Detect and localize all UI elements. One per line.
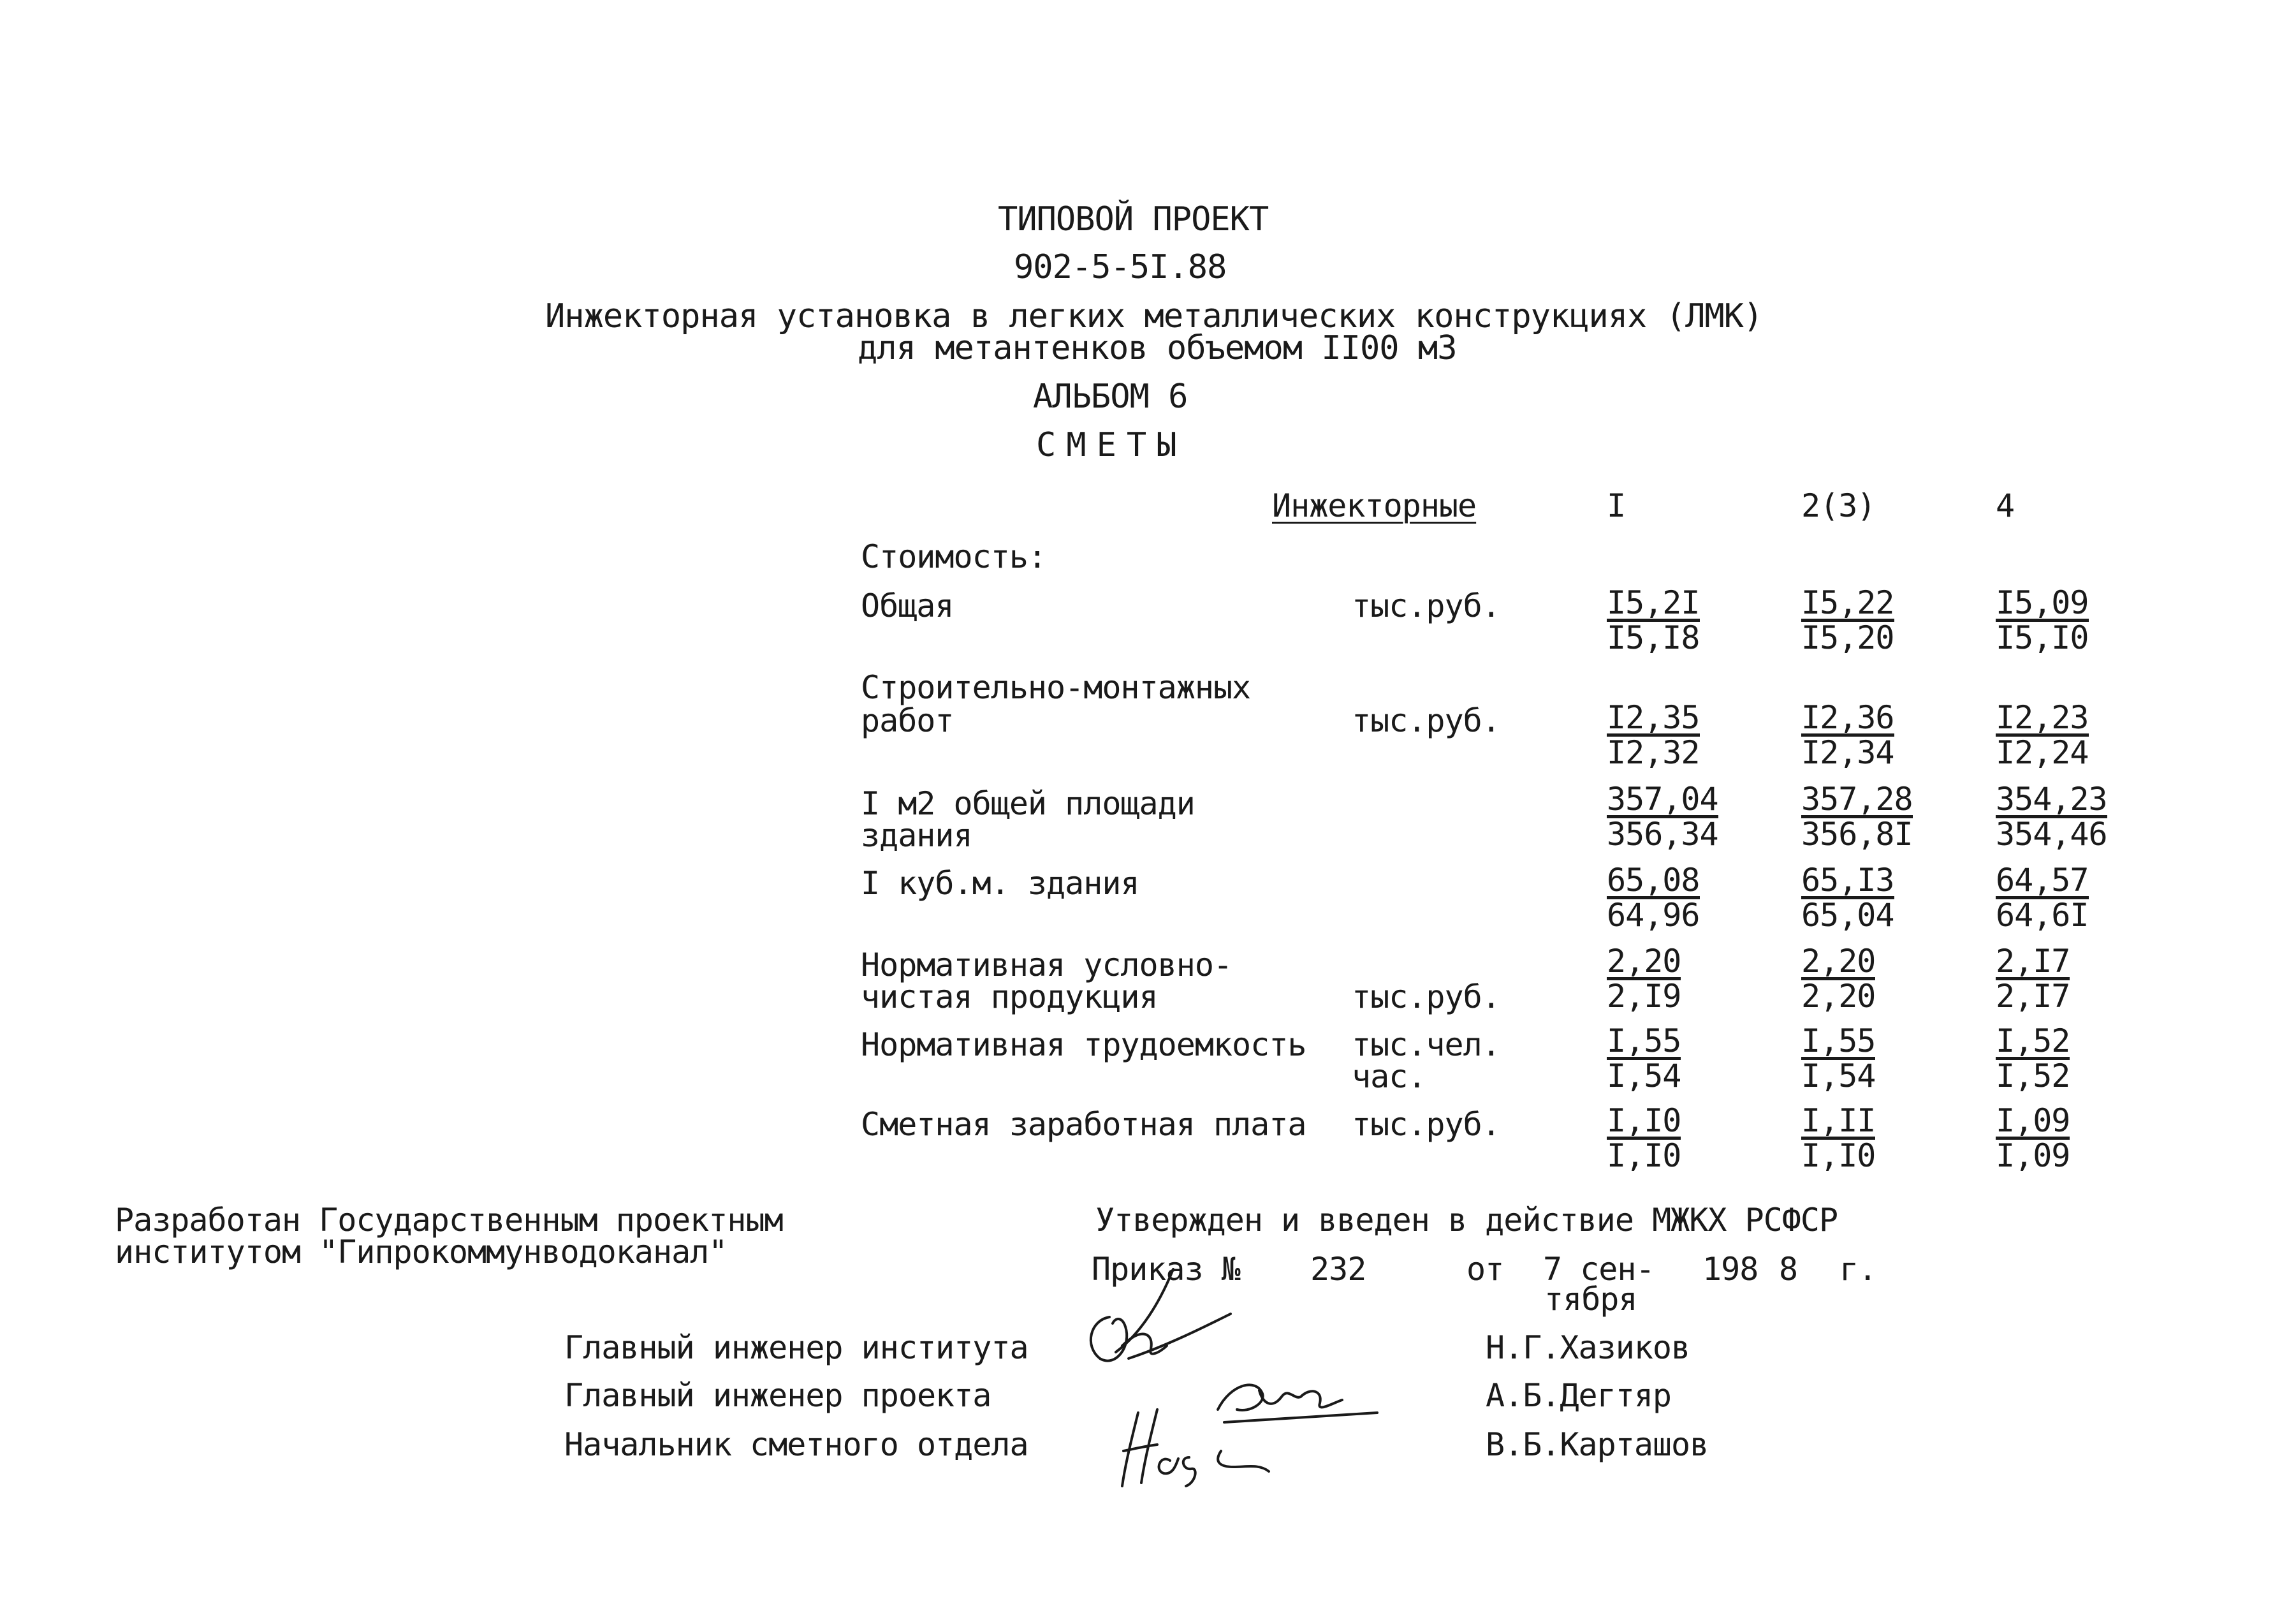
value-numerator: I,52	[1996, 1022, 2070, 1059]
row-unit: тыс.руб.	[1352, 978, 1500, 1015]
approval-line: Утвержден и введен в действие МЖКХ РСФСР	[1095, 1202, 1838, 1239]
row-label: Нормативная условно-	[861, 946, 1232, 983]
value-numerator: I,I0	[1607, 1102, 1681, 1139]
value-numerator: 2,20	[1607, 943, 1681, 980]
value-denominator: I,54	[1801, 1057, 1876, 1094]
value-fraction	[1607, 862, 1700, 934]
value-denominator: I2,32	[1607, 734, 1700, 771]
value-numerator: 357,28	[1801, 781, 1913, 818]
signature-role: Главный инженер проекта	[564, 1377, 991, 1414]
value-denominator: 2,I9	[1607, 978, 1681, 1015]
row-unit: тыс.руб.	[1352, 587, 1500, 624]
date-from: от	[1466, 1251, 1504, 1288]
value-numerator: 65,08	[1607, 862, 1700, 899]
value-denominator: I5,20	[1801, 619, 1894, 656]
value-numerator: I5,22	[1801, 584, 1894, 621]
date-day: 7 сен-	[1543, 1251, 1655, 1288]
row-unit: час.	[1352, 1058, 1426, 1095]
value-fraction	[1801, 781, 1913, 853]
project-number: 902-5-5I.88	[1014, 248, 1227, 286]
value-numerator: I5,09	[1996, 584, 2089, 621]
row-unit: тыс.руб.	[1352, 1106, 1500, 1143]
value-numerator: I2,35	[1607, 699, 1700, 736]
value-fraction	[1996, 781, 2107, 853]
value-denominator: I,54	[1607, 1057, 1681, 1094]
value-denominator: I,I0	[1607, 1137, 1681, 1174]
value-fraction	[1801, 584, 1894, 656]
value-fraction	[1607, 584, 1700, 656]
value-denominator: I2,34	[1801, 734, 1894, 771]
value-fraction	[1801, 943, 1876, 1015]
row-label: Сметная заработная плата	[861, 1106, 1306, 1143]
value-fraction	[1801, 1102, 1876, 1174]
developer-line2: институтом "Гипрокоммунводоканал"	[115, 1233, 728, 1270]
value-denominator: 356,8I	[1801, 816, 1913, 853]
value-fraction	[1801, 1022, 1876, 1094]
value-numerator: I2,23	[1996, 699, 2089, 736]
date-month-cont: тября	[1544, 1281, 1637, 1318]
value-fraction	[1607, 943, 1681, 1015]
value-denominator: 2,20	[1801, 978, 1876, 1015]
column-header-3: 4	[1996, 487, 2015, 524]
project-name-line2: для метантенков объемом II00 м3	[858, 329, 1457, 367]
value-numerator: 357,04	[1607, 781, 1718, 818]
row-label: работ	[861, 702, 954, 739]
project-type-title: ТИПОВОЙ ПРОЕКТ	[998, 200, 1269, 239]
value-numerator: I,55	[1607, 1022, 1681, 1059]
value-denominator: 64,6I	[1996, 897, 2089, 934]
project-name-line1: Инжекторная установка в легких металлических конструкциях (ЛМК)	[545, 297, 1763, 335]
column-header-2: 2(3)	[1801, 487, 1876, 524]
year-digit: 8	[1779, 1251, 1798, 1288]
value-denominator: 356,34	[1607, 816, 1718, 853]
year-suffix: г.	[1839, 1251, 1877, 1288]
value-fraction	[1996, 862, 2089, 934]
value-denominator: I2,24	[1996, 734, 2089, 771]
value-numerator: I,09	[1996, 1102, 2070, 1139]
value-fraction	[1996, 943, 2070, 1015]
group-header: Инжекторные	[1272, 487, 1477, 524]
row-unit: тыс.руб.	[1352, 702, 1500, 739]
value-denominator: I5,I8	[1607, 619, 1700, 656]
signature-name: А.Б.Дегтяр	[1486, 1377, 1672, 1414]
value-fraction	[1607, 781, 1718, 853]
value-fraction	[1996, 699, 2089, 771]
value-denominator: I5,I0	[1996, 619, 2089, 656]
row-label: Нормативная трудоемкость	[861, 1026, 1306, 1063]
column-header-1: I	[1607, 487, 1626, 524]
value-fraction	[1801, 862, 1894, 934]
row-label: здания	[861, 817, 972, 854]
album-label: АЛЬБОМ 6	[1033, 378, 1188, 416]
value-numerator: 65,I3	[1801, 862, 1894, 899]
developer-line1: Разработан Государственным проектным	[115, 1202, 783, 1239]
section-title: СМЕТЫ	[1036, 426, 1187, 464]
order-number: 232	[1310, 1251, 1366, 1288]
signature-role: Главный инженер института	[564, 1329, 1028, 1366]
value-denominator: I,09	[1996, 1137, 2070, 1174]
value-numerator: I5,2I	[1607, 584, 1700, 621]
value-numerator: 2,I7	[1996, 943, 2070, 980]
value-numerator: I,II	[1801, 1102, 1876, 1139]
value-numerator: I2,36	[1801, 699, 1894, 736]
value-fraction	[1996, 1102, 2070, 1174]
value-denominator: I,I0	[1801, 1137, 1876, 1174]
value-fraction	[1801, 699, 1894, 771]
value-numerator: 2,20	[1801, 943, 1876, 980]
signature-name: Н.Г.Хазиков	[1486, 1329, 1690, 1366]
year-prefix: 198	[1702, 1251, 1759, 1288]
value-fraction	[1996, 1022, 2070, 1094]
value-denominator: 65,04	[1801, 897, 1894, 934]
row-label: Строительно-монтажных	[861, 669, 1251, 706]
value-numerator: 64,57	[1996, 862, 2089, 899]
cost-label: Стоимость:	[861, 538, 1047, 575]
value-fraction	[1607, 1102, 1681, 1174]
value-numerator: 354,23	[1996, 781, 2107, 818]
handwritten-signature	[1109, 1400, 1275, 1496]
signature-role: Начальник сметного отдела	[564, 1426, 1028, 1463]
value-numerator: I,55	[1801, 1022, 1876, 1059]
signature-name: В.Б.Карташов	[1486, 1426, 1709, 1463]
row-label: чистая продукция	[861, 978, 1158, 1015]
value-denominator: I,52	[1996, 1057, 2070, 1094]
value-denominator: 354,46	[1996, 816, 2107, 853]
row-label: I м2 общей площади	[861, 785, 1195, 822]
value-fraction	[1607, 1022, 1681, 1094]
order-label: Приказ №	[1092, 1251, 1240, 1288]
row-label: Общая	[861, 587, 954, 624]
row-unit: тыс.чел.	[1352, 1026, 1500, 1063]
value-denominator: 2,I7	[1996, 978, 2070, 1015]
value-fraction	[1607, 699, 1700, 771]
row-label: I куб.м. здания	[861, 865, 1139, 902]
value-fraction	[1996, 584, 2089, 656]
value-denominator: 64,96	[1607, 897, 1700, 934]
